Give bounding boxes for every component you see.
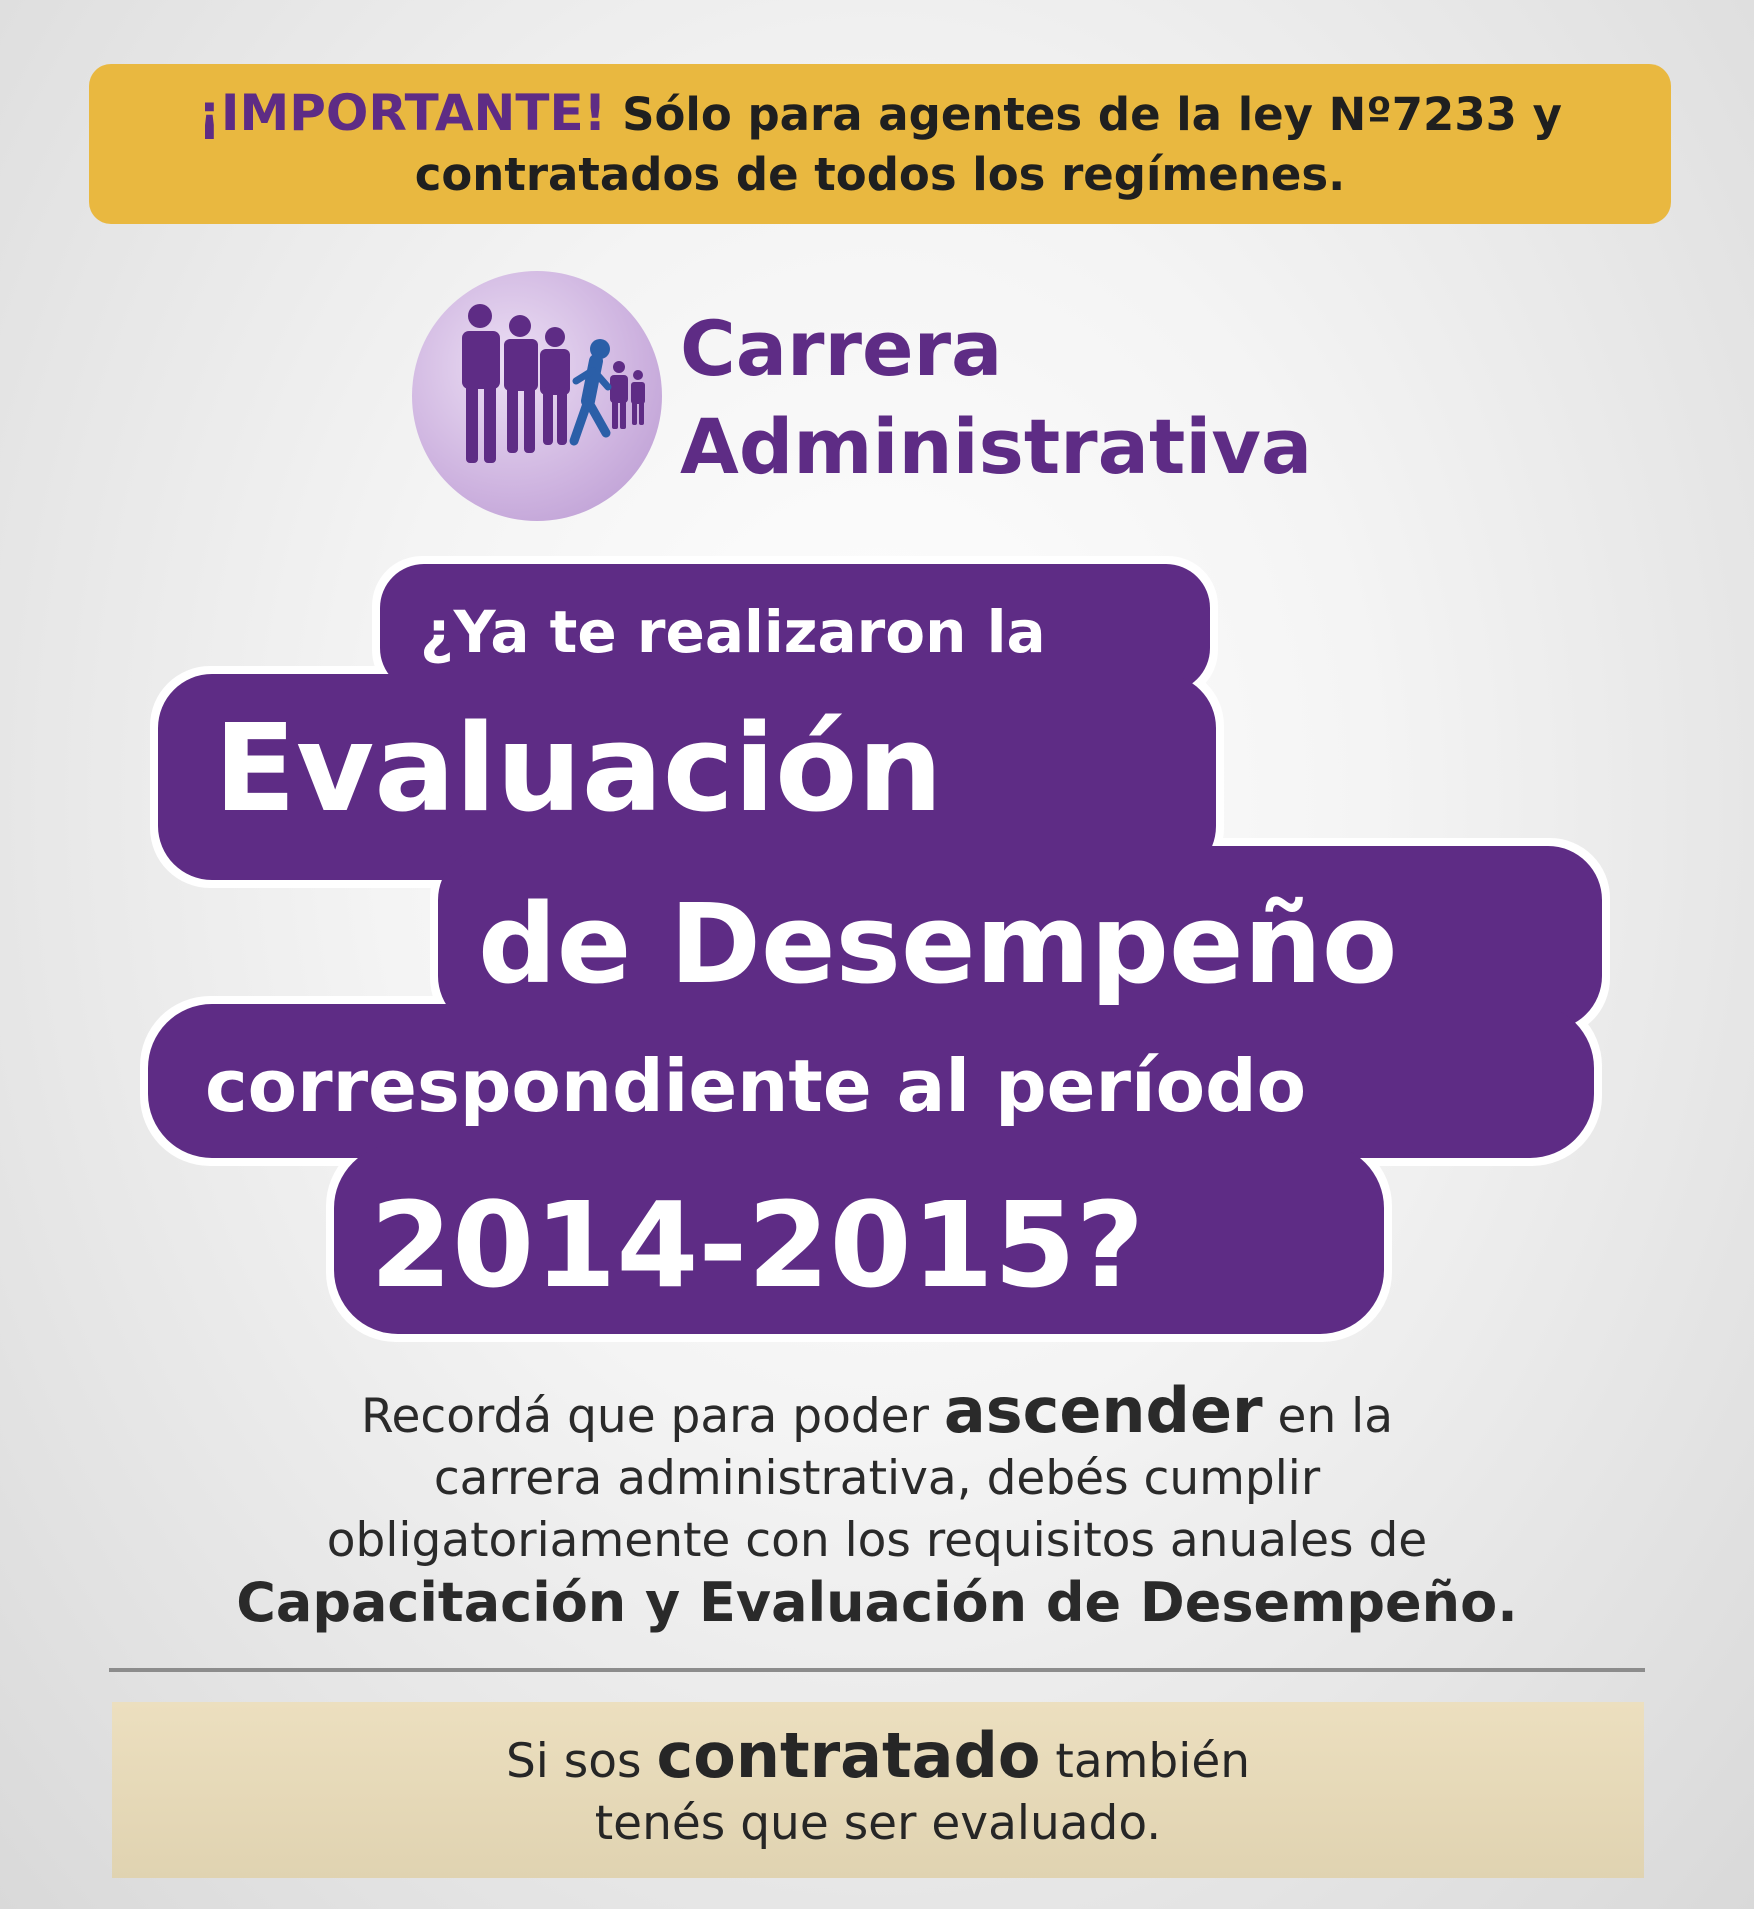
reminder-pre: Recordá que para poder [360,1389,929,1444]
banner-text-2: contratados de todos los regímenes. [414,148,1346,201]
headline-line-5: 2014-2015? [370,1176,1145,1314]
note-emphasis: contratado [656,1719,1041,1792]
headline-line-2: Evaluación [214,700,943,839]
headline-line-4: correspondiente al período [205,1044,1307,1128]
headline-line-1: ¿Ya te realizaron la [420,598,1046,666]
reminder-line-1 [150,1374,1604,1448]
divider [109,1668,1645,1672]
important-label: ¡IMPORTANTE! [198,84,607,142]
reminder-post: en la [1277,1389,1394,1444]
reminder-line-3: obligatoriamente con los requisitos anuales de [326,1513,1428,1568]
reminder-line-4: Capacitación y Evaluación de Desempeño. [236,1571,1518,1634]
reminder-line-2: carrera administrativa, debés cumplir [433,1451,1321,1506]
brand-line-2: Administrativa [680,402,1313,491]
note-post: también [1055,1734,1251,1789]
note-line-2: tenés que ser evaluado. [594,1796,1162,1851]
banner-text-1: Sólo para agentes de la ley Nº7233 y [622,88,1562,141]
headline-line-3: de Desempeño [478,880,1398,1008]
reminder-paragraph [150,1374,1604,1634]
contract-note [112,1702,1644,1878]
note-pre: Si sos [505,1734,642,1789]
brand-line-1: Carrera [680,304,1003,393]
reminder-emphasis: ascender [943,1374,1263,1447]
note-line-1 [505,1719,1251,1793]
